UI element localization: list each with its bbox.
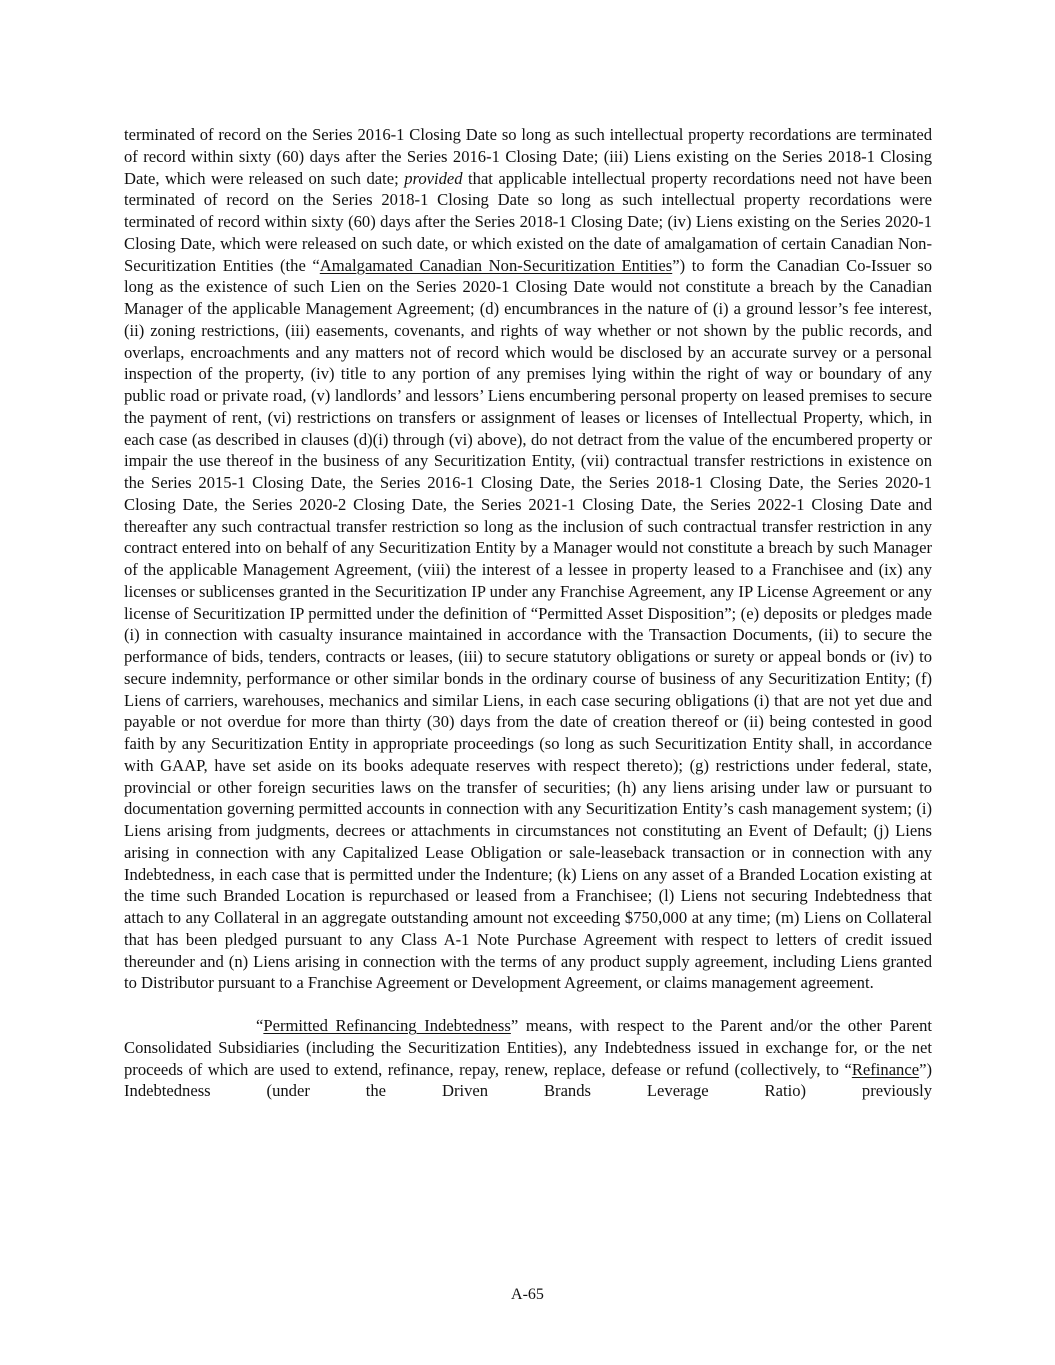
text-segment: ” means, with respect to the Parent and/or the other Parent Consolidated Subsidiaries (including the Securitization Entities), any Indebtedness issued in exchange for, or the net proceeds of which are used to extend, refinance, repay, renew, replace, defease or refund (collectively, to “ [124,1016,932,1079]
paragraph-permitted-liens-continued [124,124,932,994]
text-segment: terminated of record on the Series 2016-1 Closing Date so long as such intellectual property recordations are terminated of record within sixty (60) days after the Series 2016-1 Closing Date; (iii) Liens existing on the Series 2018-1 Closing Date, which were released on such date; [124,125,932,188]
page-number: A-65 [511,1286,544,1303]
defined-term-refinance: Refinance [851,1059,920,1079]
text-segment: ”) to form the Canadian Co-Issuer so long as the existence of such Lien on the Series 2020-1 Closing Date would not constitute a breach by the Canadian Manager of the applicable Management Agreement; (d) encumbrances in the nature of (i) a ground lessor’s fee interest, (ii) zoning restrictions, (iii) easements, covenants, and rights of way whether or not shown by the public records, and overlaps, encroachments and any matters not of record which would be disclosed by an accurate survey or a personal inspection of the property, (iv) title to any portion of any premises lying within the right of way or boundary of any public road or private road, (v) landlords’ and lessors’ Liens encumbering personal property on leased premises to secure the payment of rent, (vi) restrictions on transfers or assignment of leases or licenses of Intellectual Property, which, in each case (as described in clauses (d)(i) through (vi) above), do not detract from the value of the encumbered property or impair the use thereof in the business of any Securitization Entity, (vii) contractual transfer restrictions in existence on the Series 2015-1 Closing Date, the Series 2016-1 Closing Date, the Series 2018-1 Closing Date, the Series 2020-1 Closing Date, the Series 2020-2 Closing Date, the Series 2021-1 Closing Date, the Series 2022-1 Closing Date and thereafter any such contractual transfer restriction so long as the inclusion of such contractual transfer restriction in any contract entered into on behalf of any Securitization Entity by a Manager would not constitute a breach by such Manager of the applicable Management Agreement, (viii) the interest of a lessee in property leased to a Franchisee and (ix) any licenses or sublicenses granted in the Securitization IP under any Franchise Agreement, any IP License Agreement or any license of Securitization IP permitted under the definition of “Permitted Asset Disposition”; (e) deposits or pledges made (i) in connection with casualty insurance maintained in accordance with the Transaction Documents, (ii) to secure the performance of bids, tenders, contracts or leases, (iii) to secure statutory obligations or surety or appeal bonds or (iv) to secure indemnity, performance or other similar bonds in the ordinary course of business of any Securitization Entity; (f) Liens of carriers, warehouses, mechanics and similar Liens, in each case securing obligations (i) that are not yet due and payable or not overdue for more than thirty (30) days from the date of creation thereof or (ii) being contested in good faith by any Securitization Entity in appropriate proceedings (so long as such Securitization Entity shall, in accordance with GAAP, have set aside on its books adequate reserves with respect thereto); (g) restrictions under federal, state, provincial or other foreign securities laws on the transfer of securities; (h) any liens arising under law or pursuant to documentation governing permitted accounts in connection with any Securitization Entity’s cash management system; (i) Liens arising from judgments, decrees or attachments in circumstances not constituting an Event of Default; (j) Liens arising in connection with any Capitalized Lease Obligation or sale-leaseback transaction or in connection with any Indebtedness, in each case that is permitted under the Indenture; (k) Liens on any asset of a Branded Location existing at the time such Branded Location is repurchased or leased from a Franchisee; (l) Liens not securing Indebtedness that attach to any Collateral in an aggregate outstanding amount not exceeding $750,000 at any time; (m) Liens on Collateral that has been pledged pursuant to any Class A-1 Note Purchase Agreement with respect to letters of credit issued thereunder and (n) Liens arising in connection with the terms of any product supply agreement, including Liens granted to Distributor pursuant to a Franchise Agreement or Development Agreement, or claims management agreement. [124,255,933,993]
defined-term-amalgamated-entities: Amalgamated Canadian Non-Securitization Entities [319,255,673,275]
document-page [124,124,932,1102]
defined-term-permitted-refinancing-indebtedness: Permitted Refinancing Indebtedness [263,1016,511,1035]
text-segment: “ [256,1016,264,1035]
paragraph-permitted-refinancing-indebtedness [124,1015,932,1102]
text-segment: ”) Indebtedness (under the Driven Brands Leverage Ratio) previously [124,1059,932,1101]
text-segment: that applicable intellectual property recordations need not have been terminated of record on the Series 2018-1 Closing Date so long as such intellectual property recordations were terminated of record within sixty (60) days after the Series 2018-1 Closing Date; (iv) Liens existing on the Series 2020-1 Closing Date, which were released on such date, or which existed on the date of amalgamation of certain Canadian Non-Securitization Entities (the “ [124,168,932,275]
italic-term-provided: provided [404,168,463,188]
